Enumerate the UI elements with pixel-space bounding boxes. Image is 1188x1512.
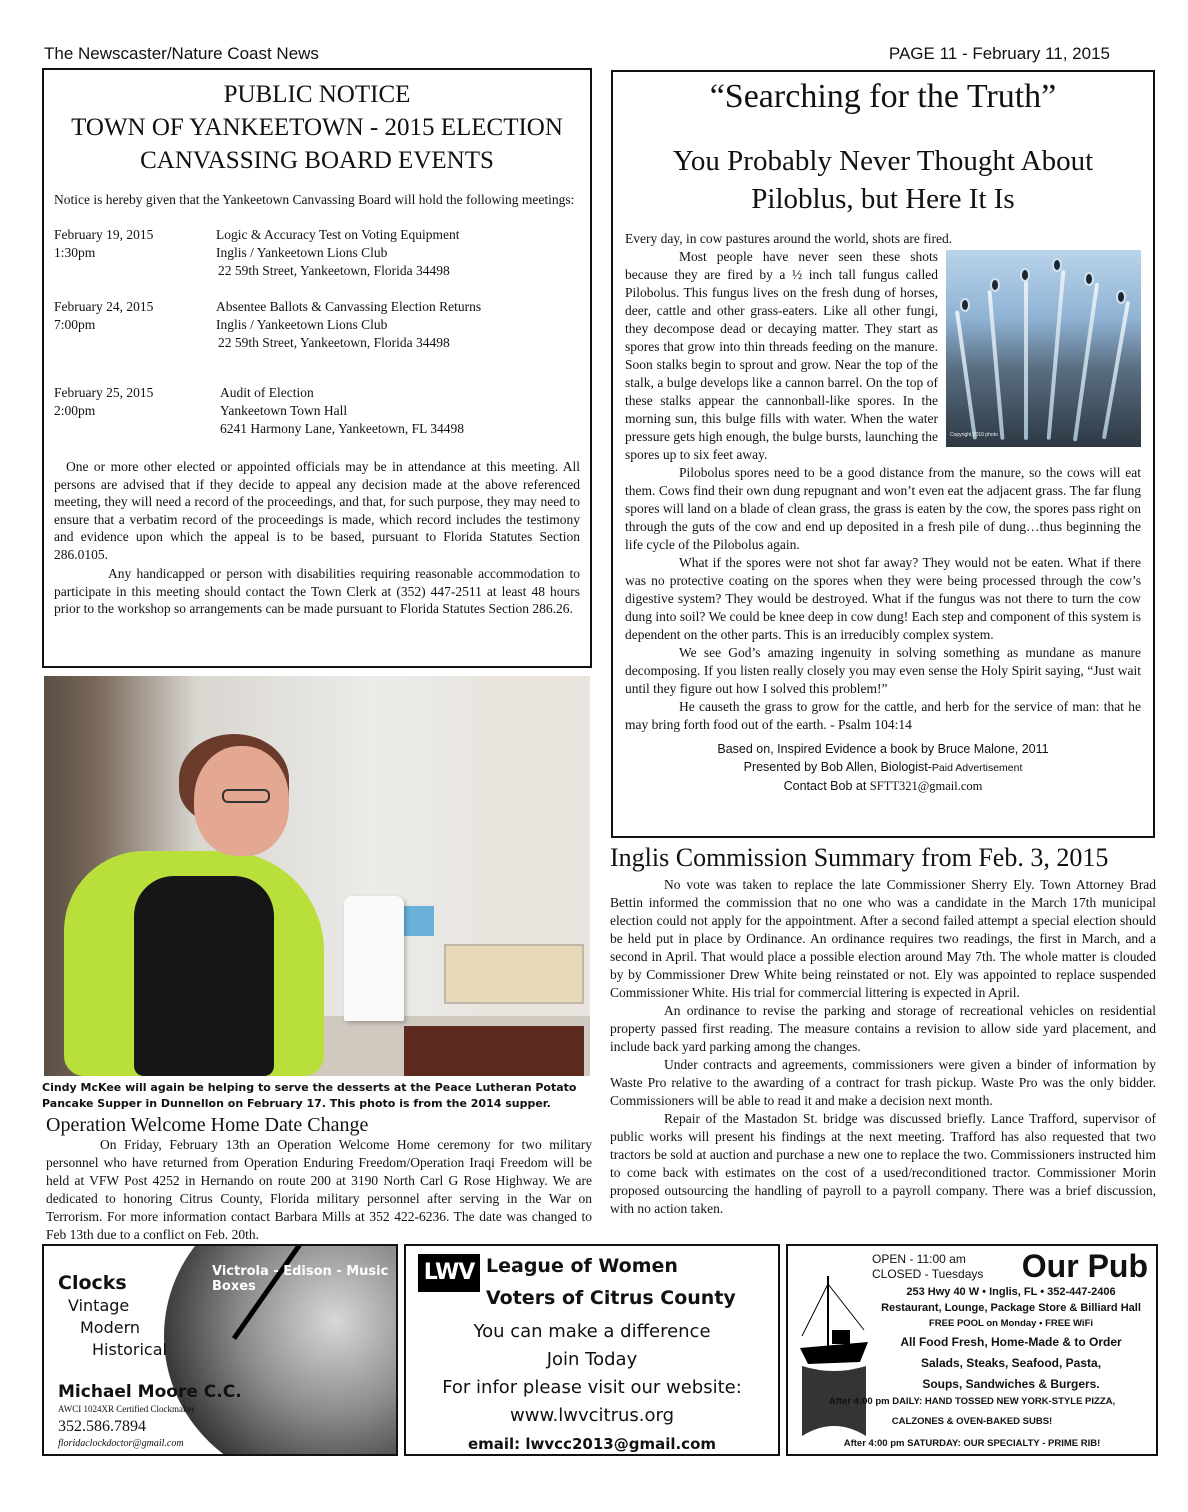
pub-name: Our Pub [1021, 1248, 1148, 1284]
meeting-place: Inglis / Yankeetown Lions Club [216, 245, 388, 260]
public-notice [42, 68, 592, 668]
presenter-name: Presented by Bob Allen, Biologist- [743, 760, 932, 774]
lwv-advertisement [404, 1244, 780, 1456]
newspaper-name: The Newscaster/Nature Coast News [44, 44, 319, 63]
org-name-line: Voters of Citrus County [486, 1287, 736, 1309]
article-body [610, 876, 1156, 1218]
ad-heading: Clocks [58, 1272, 127, 1294]
pilobolus-photo [946, 250, 1141, 447]
advertiser-name: Michael Moore C.C. [58, 1382, 242, 1402]
meeting-time: 7:00pm [54, 317, 96, 332]
notice-disability-paragraph: Any handicapped or person with disabilities requiring reasonable accommodation to participate in this meeting should contact the Town Clerk at (352) 447-2511 at least 48 hours prior to the workshop so arrangements can be made pursuant to Florida Statutes Section 286.26. [54, 566, 580, 616]
article-credits [625, 740, 1141, 795]
article-paragraph: An ordinance to revise the parking and storage of recreational vehicles on residential property passed first reading. The measure contains a revision to allow side yard placement, and include back yard parking among the changes. [610, 1003, 1156, 1054]
notice-title: PUBLIC NOTICE [223, 81, 411, 108]
article-headline: Operation Welcome Home Date Change [46, 1114, 369, 1136]
article-paragraph: He causeth the grass to grow for the cattle, and herb for the service of man: that he may bring forth food out of the earth. - Psalm 104:14 [625, 699, 1141, 732]
meeting-date: February 19, 2015 [54, 227, 154, 242]
pub-daily-special: After 4:00 pm DAILY: HAND TOSSED NEW YORK-STYLE PIZZA, [828, 1396, 1116, 1407]
pub-hours [872, 1252, 983, 1282]
photo-credit: Copyright 2010 photo [950, 432, 998, 438]
meeting-event: Logic & Accuracy Test on Voting Equipment [216, 227, 460, 242]
pub-food-line: Salads, Steaks, Seafood, Pasta, [920, 1356, 1102, 1370]
meeting-address: 6241 Harmony Lane, Yankeetown, FL 34498 [220, 421, 464, 436]
pub-food-line: All Food Fresh, Home-Made & to Order [900, 1335, 1122, 1349]
notice-appeal-paragraph: One or more other elected or appointed officials may be in attendance at this meeting. All persons are advised that if they decide to appeal any decision made at the above referenced meeting, they will need a record of the proceedings, and that, for such purpose, they may need to ensure that a verbatim record of the proceedings is made, which record includes the testimony and evidence upon which the appeal is to be based, pursuant to Florida Statutes Section 286.0105. [54, 459, 580, 562]
notice-title: CANVASSING BOARD EVENTS [140, 147, 494, 174]
article-body [625, 230, 1141, 734]
article-paragraph: Repair of the Mastadon St. bridge was discussed briefly. Lance Trafford, supervisor of public works will present his findings at the next meeting. Trafford has also requested that two tractors be sold at auction and purchase a new one to replace the two. Commissioners instructed him to come back with estimates on the cost of a used/reconditioned tractor. Commissioner Morin proposed outsourcing the handling of payroll to a payroll company. There was a brief discussion, with no action taken. [610, 1111, 1156, 1216]
contact-line [625, 777, 1141, 795]
website-link[interactable]: www.lwvcitrus.org [510, 1405, 674, 1426]
pub-description: Restaurant, Lounge, Package Store & Billiard Hall [881, 1302, 1141, 1314]
paid-ad-label: Paid Advertisement [931, 762, 1023, 774]
meeting-date: February 25, 2015 [54, 385, 154, 400]
article-paragraph: Pilobolus spores need to be a good distance from the manure, so the cows will eat them. Cows find their own dung repugnant and won’t even eat the adjacent grass. The far flung spores will land on a blade of clean grass, the grass is eaten by the cow, the spores pass right on through the guts of the cow and end up deposited in a fresh pile of dung…thus beginning the life cycle of the Pilobolus again. [625, 465, 1141, 552]
headline-line: You Probably Never Thought About [672, 145, 1094, 177]
ad-banner: Victrola - Edison - Music Boxes [212, 1264, 389, 1294]
meeting-entry [54, 226, 580, 280]
article-paragraph: What if the spores were not shot far away? They would not be eaten. What if there was no protective coating on the spores when they were being processed through the cow’s digestive system? They would be destroyed. What if the fungus was not there to turn the cow dung into soil? We could be knee deep in cow dung! Each step and component of this system is dependent on the other parts. This is an irreducibly complex system. [625, 555, 1141, 642]
notice-intro: Notice is hereby given that the Yankeetown Canvassing Board will hold the following meetings: [54, 192, 575, 207]
meeting-entry [54, 298, 580, 352]
ad-line: Join Today [546, 1349, 638, 1370]
article-paragraph: We see God’s amazing ingenuity in solving something as mundane as manure decomposing. If you listen really closely you may even sense the Holy Spirit saying, “Just wait until they figure out how I solved this problem!” [625, 645, 1141, 696]
operation-welcome-home-article [46, 1114, 592, 1244]
meeting-time: 2:00pm [54, 403, 96, 418]
meeting-entry [54, 384, 580, 438]
ad-line: For infor please visit our website: [442, 1377, 742, 1398]
meeting-time: 1:30pm [54, 245, 96, 260]
ad-word: Vintage [68, 1296, 130, 1315]
article-paragraph: Every day, in cow pastures around the world, shots are fired. [625, 231, 953, 246]
photo-caption: Cindy McKee will again be helping to serve the desserts at the Peace Lutheran Potato Pancake Supper in Dunnellon on February 17. This photo is from the 2014 supper. [42, 1081, 577, 1110]
searching-for-truth-column [611, 70, 1155, 838]
pub-food-line: Soups, Sandwiches & Burgers. [922, 1377, 1100, 1391]
meeting-event: Audit of Election [220, 385, 314, 400]
ad-word: Modern [80, 1318, 141, 1337]
org-name-line: League of Women [486, 1255, 678, 1277]
article-paragraph: Most people have never seen these shots because they are fired by a ½ inch tall fungus called Pilobolus. This fungus lives on the fresh dung of horses, deer, cattle and other grass-eaters. Like all other fungi, they decompose dead or decaying matter. They start as spores that grow into thin threads feeding on the manure. Soon stalks begin to sprout and grow. Near the top of the stalk, a bulge develops like a cannon barrel. On the top of these stalks appear the cannonball-like spores. In the morning sun, this bulge fills with water. When the water pressure gets high enough, the bulge bursts, launching the spores up to six feet away. [625, 249, 938, 462]
ad-message [406, 1318, 778, 1456]
contact-email: SFTT321@gmail.com [869, 779, 983, 793]
article-paragraph: On Friday, February 13th an Operation Welcome Home ceremony for two military personnel who have returned from Operation Enduring Freedom/Operation Iraqi Freedom will be held at VFW Post 4252 in Hernando on route 200 at 3190 North Carl G Rose Highway. We are dedicated to honoring Citrus County, Florida military personnel after serving in the War on Terrorism. For more information contact Barbara Mills at 352 422-6236. The date was changed to Feb 13th due to a conflict on Feb. 20th. [46, 1137, 592, 1242]
pub-specials: FREE POOL on Monday • FREE WiFi [928, 1318, 1094, 1329]
article-headline: Inglis Commission Summary from Feb. 3, 2015 [610, 843, 1109, 872]
open-time: OPEN - 11:00 am [872, 1252, 966, 1266]
meeting-place: Inglis / Yankeetown Lions Club [216, 317, 388, 332]
dessert-server-photo [44, 676, 590, 1076]
inglis-commission-article [610, 842, 1156, 1218]
article-paragraph: No vote was taken to replace the late Commissioner Sherry Ely. Town Attorney Brad Bettin informed the commission that no one who was a candidate in the March 17th municipal election could not apply for the appointment. After a second failed attempt a special election should be held put in place by Ordinance. An ordinance requires two readings, the first in March, and a second in April. That would place a possible election around May 7th. The whole matter is clouded by by Commissioner Drew White being reinstated or not. Ely was appointed to replace suspended Commissioner White. His trial for commercial littering is expected in April. [610, 877, 1156, 1000]
meeting-event: Absentee Ballots & Canvassing Election Returns [216, 299, 482, 314]
notice-title: TOWN OF YANKEETOWN - 2015 ELECTION [71, 114, 563, 141]
meeting-date: February 24, 2015 [54, 299, 154, 314]
article-paragraph: Under contracts and agreements, commissioners were given a binder of information by Waste Pro relative to the awarding of a contract for trash pickup. Waste Pro was the only bidder. Commissioners will be able to read it and make a decision next month. [610, 1057, 1156, 1108]
email-address: floridaclockdoctor@gmail.com [58, 1438, 184, 1449]
certification: AWCI 1024XR Certified Clockmaker [58, 1404, 195, 1414]
pub-address: 253 Hwy 40 W • Inglis, FL • 352-447-2406 [906, 1286, 1116, 1298]
meeting-address: 22 59th Street, Yankeetown, Florida 34498 [218, 335, 450, 350]
our-pub-advertisement [786, 1244, 1158, 1456]
meeting-place: Yankeetown Town Hall [220, 403, 348, 418]
headline-line: Piloblus, but Here It Is [751, 183, 1015, 215]
page-number-date: PAGE 11 - February 11, 2015 [888, 44, 1110, 63]
ad-line: You can make a difference [473, 1321, 711, 1342]
lwv-logo: LWV [418, 1254, 480, 1292]
phone-number: 352.586.7894 [58, 1418, 146, 1435]
article-headline [625, 142, 1141, 218]
email-link[interactable]: email: lwvcc2013@gmail.com [467, 1435, 717, 1453]
book-credit: Based on, Inspired Evidence a book by Bruce Malone, 2011 [717, 742, 1049, 756]
meeting-address: 22 59th Street, Yankeetown, Florida 34498 [218, 263, 450, 278]
column-title: “Searching for the Truth” [709, 78, 1057, 115]
contact-label: Contact Bob at [783, 779, 870, 793]
closed-day: CLOSED - Tuesdays [872, 1267, 984, 1281]
org-name [486, 1250, 736, 1314]
presenter-credit [625, 758, 1141, 777]
clocks-advertisement [42, 1244, 398, 1456]
pub-info [870, 1284, 1152, 1395]
ad-word: Historical [92, 1340, 167, 1359]
pub-daily-special: CALZONES & OVEN-BAKED SUBS! [891, 1416, 1053, 1427]
pub-saturday-special: After 4:00 pm SATURDAY: OUR SPECIALTY - PRIME RIB! [843, 1438, 1101, 1449]
